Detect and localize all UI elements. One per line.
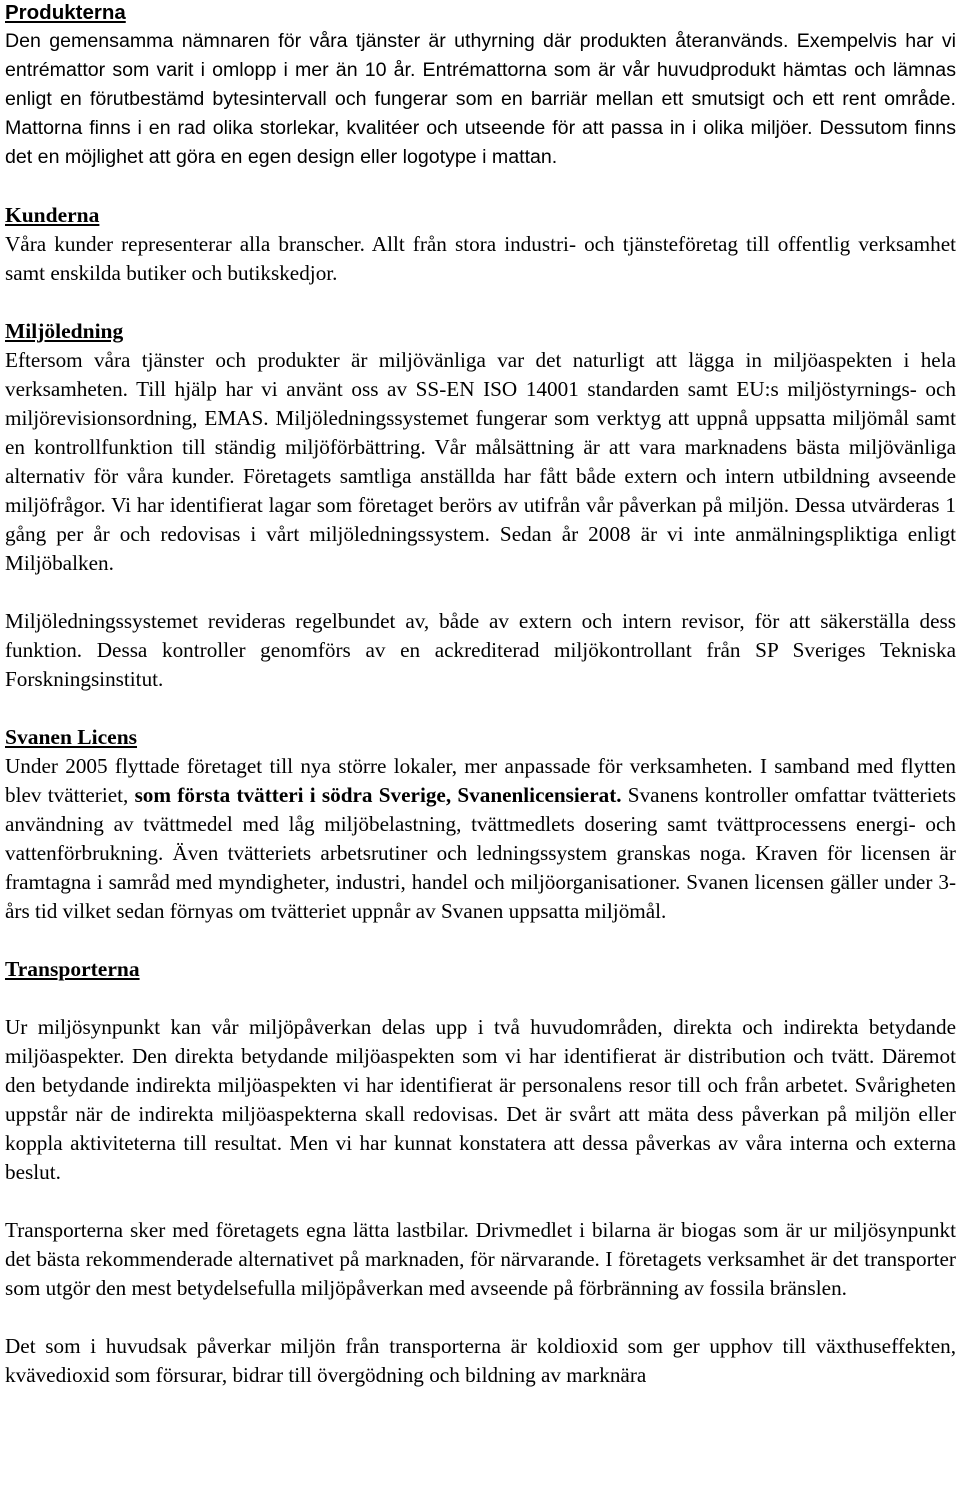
section-kunderna <box>5 201 956 288</box>
document-page <box>5 0 956 1390</box>
paragraph-miljoledning-2: Miljöledningssystemet revideras regelbundet av, både av extern och intern revisor, för att säkerställa dess funktion. Dessa kontroller genomförs av en ackrediterad miljökontrollant från SP Sveriges Tekniska Forskningsinstitut. <box>5 609 956 691</box>
svanen-text-bold: som första tvätteri i södra Sverige, Svanenlicensierat. <box>134 783 622 807</box>
section-produkterna <box>5 0 956 172</box>
section-transporterna <box>5 955 956 1390</box>
heading-svanen: Svanen Licens <box>5 725 138 749</box>
paragraph-miljoledning-1: Eftersom våra tjänster och produkter är miljövänliga var det naturligt att lägga in miljöaspekten i hela verksamheten. Till hjälp har vi använt oss av SS-EN ISO 14001 standarden samt EU:s miljöstyrnings- och miljörevisionsordning, EMAS. Miljöledningssystemet fungerar som verktyg att uppnå uppsatta miljömål samt en kontrollfunktion till ständig miljöförbättring. Vår målsättning är att vara marknadens bästa miljövänliga alternativ för våra kunder. Företagets samtliga anställda har fått både extern och intern utbildning avseende miljöfrågor. Vi har identifierat lagar som företaget berörs av utifrån vår påverkan på miljön. Dessa utvärderas 1 gång per år och redovisas i vårt miljöledningssystem. Sedan år 2008 är vi inte anmälningspliktiga enligt Miljöbalken. <box>5 348 956 575</box>
heading-miljoledning: Miljöledning <box>5 319 124 343</box>
section-miljoledning <box>5 317 956 694</box>
svanen-text-before: Under 2005 flyttade företaget till nya större lokaler, mer anpassade för verksamheten. I samband med flytten blev tvätteriet, <box>5 754 956 807</box>
heading-produkterna: Produkterna <box>5 1 126 24</box>
paragraph-produkterna: Den gemensamma nämnaren för våra tjänster är uthyrning där produkten återanvänds. Exempelvis har vi entrémattor som varit i omlopp i mer än 10 år. Entrémattorna som är vår huvudprodukt hämtas och lämnas enligt en förutbestämd bytesintervall och fungerar som en barriär mellan ett smutsigt och ett rent område. Mattorna finns i en rad olika storlekar, kvalitéer och utseende för att passa in i olika miljöer. Dessutom finns det en möjlighet att göra en egen design eller logotype i mattan. <box>5 30 956 168</box>
paragraph-transporterna-2: Transporterna sker med företagets egna lätta lastbilar. Drivmedlet i bilarna är biogas som är ur miljösynpunkt det bästa rekommenderade alternativet på marknaden, för närvarande. I företagets verksamhet är det transporter som utgör den mest betydelsefulla miljöpåverkan med avseende på förbränning av fossila bränslen. <box>5 1218 956 1300</box>
heading-transporterna: Transporterna <box>5 957 140 981</box>
svanen-text-after: Svanens kontroller omfattar tvätteriets användning av tvättmedel med låg miljöbelastning, tvättmedlets dosering samt tvättprocessens energi- och vattenförbrukning. Även tvätteriets arbetsrutiner och ledningssystem granskas noga. Kraven för licensen är framtagna i samråd med myndigheter, industri, handel och miljöorganisationer. Svanen licensen gäller under 3-års tid vilket sedan förnyas om tvätteriet uppnår av Svanen uppsatta miljömål. <box>5 783 956 923</box>
heading-kunderna: Kunderna <box>5 203 100 227</box>
paragraph-transporterna-1: Ur miljösynpunkt kan vår miljöpåverkan delas upp i två huvudområden, direkta och indirekta betydande miljöaspekter. Den direkta betydande miljöaspekten som vi har identifierat är distribution och tvätt. Däremot den betydande indirekta miljöaspekten vi har identifierat är personalens resor till och från arbetet. Svårigheten uppstår när de indirekta miljöaspekterna skall redovisas. Det är svårt att mäta dess påverkan på miljön eller koppla aktiviteterna till resultat. Men vi har kunnat konstatera att dessa påverkas av våra interna och externa beslut. <box>5 1015 956 1184</box>
paragraph-transporterna-3: Det som i huvudsak påverkar miljön från transporterna är koldioxid som ger upphov till växthuseffekten, kvävedioxid som försurar, bidrar till övergödning och bildning av marknära <box>5 1334 956 1387</box>
paragraph-kunderna: Våra kunder representerar alla branscher. Allt från stora industri- och tjänsteföretag till offentlig verksamhet samt enskilda butiker och butikskedjor. <box>5 232 956 285</box>
section-svanen <box>5 723 956 926</box>
paragraph-svanen <box>5 752 956 926</box>
